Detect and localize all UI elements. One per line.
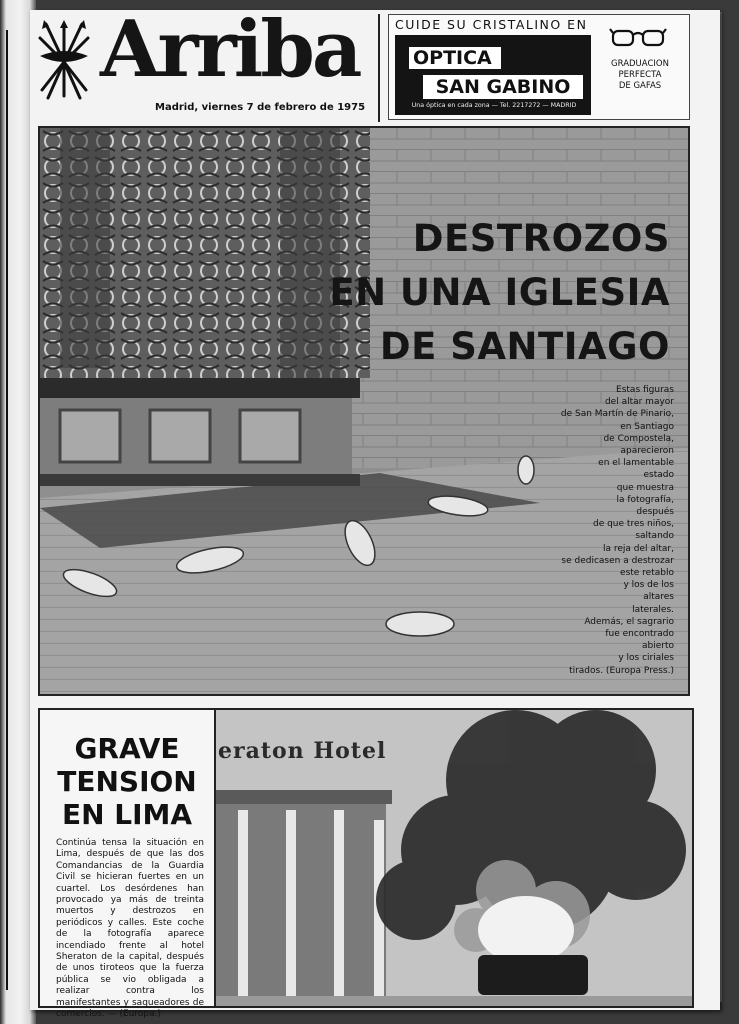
- caption-line: altares: [643, 592, 674, 603]
- caption-line: en el lamentable: [598, 458, 674, 469]
- caption-line: abierto: [641, 641, 674, 652]
- main-photo-caption: [526, 384, 674, 677]
- caption-line: tirados. (Europa Press.): [569, 665, 674, 676]
- second-story-body: Continúa tensa la situación en Lima, después de que las dos Comandancias de la Guardia Civil se hicieran fuertes en un cuartel. Los desórdenes han provocado ya más de treinta muertos y destrozos en periódicos y calles. Este coche de la fotografía aparece incendiado frente al hotel Sheraton de la capital, después de unos tiroteos que la fuerza pública se vio obligada a realizar contra los manifestantes y saqueadores de comercios. — (Europa.): [56, 838, 204, 1020]
- lima-fire-photo: [216, 710, 692, 1006]
- caption-line: y los ciriales: [618, 653, 674, 664]
- caption-line: se dedicasen a destrozar: [561, 555, 674, 566]
- second-headline: GRAVE TENSION EN LIMA: [57, 732, 197, 831]
- advert-side-text: GRADUACION PERFECTA DE GAFAS: [611, 59, 669, 91]
- caption-line: estado: [643, 470, 674, 481]
- caption-line: y los de los: [623, 580, 674, 591]
- glasses-icon: [609, 25, 667, 49]
- advert-brand-box: [395, 35, 591, 115]
- advert-small-print: Una óptica en cada zona — Tel. 2217272 — MADRID: [411, 102, 577, 109]
- yoke-and-arrows-icon: [36, 18, 92, 102]
- caption-line: de San Martín de Pinario,: [560, 409, 674, 420]
- caption-line: Además, el sagrario: [584, 616, 674, 627]
- caption-line: la fotografía,: [616, 494, 674, 505]
- optician-advert: [388, 14, 690, 120]
- main-headline: DESTROZOS EN UNA IGLESIA DE SANTIAGO: [329, 217, 670, 368]
- caption-line: del altar mayor: [604, 397, 674, 408]
- caption-line: en Santiago: [620, 421, 674, 432]
- main-story: [38, 126, 690, 696]
- masthead: [30, 4, 720, 120]
- caption-line: laterales.: [632, 604, 674, 615]
- newspaper-logo: Arriba: [100, 4, 360, 95]
- hotel-sign: eraton Hotel: [218, 738, 387, 764]
- caption-line: de Compostela,: [603, 433, 674, 444]
- advert-brand-line1: OPTICA: [409, 47, 501, 69]
- caption-line: este retablo: [620, 568, 674, 579]
- caption-line: fue encontrado: [605, 629, 674, 640]
- caption-line: que muestra: [616, 482, 674, 493]
- advert-brand-line2: SAN GABINO: [423, 75, 583, 99]
- second-story: [38, 708, 694, 1020]
- advert-headline: CUIDE SU CRISTALINO EN: [395, 17, 588, 32]
- caption-line: después: [636, 507, 674, 518]
- dateline: Madrid, viernes 7 de febrero de 1975: [155, 102, 366, 113]
- caption-line: la reja del altar,: [602, 543, 674, 554]
- caption-line: Estas figuras: [616, 385, 674, 395]
- second-story-text: [40, 710, 216, 1020]
- newspaper-page: [30, 4, 720, 1020]
- masthead-divider: [378, 14, 380, 122]
- caption-line: de que tres niños,: [592, 519, 674, 530]
- caption-line: aparecieron: [620, 446, 674, 457]
- caption-line: saltando: [635, 531, 674, 542]
